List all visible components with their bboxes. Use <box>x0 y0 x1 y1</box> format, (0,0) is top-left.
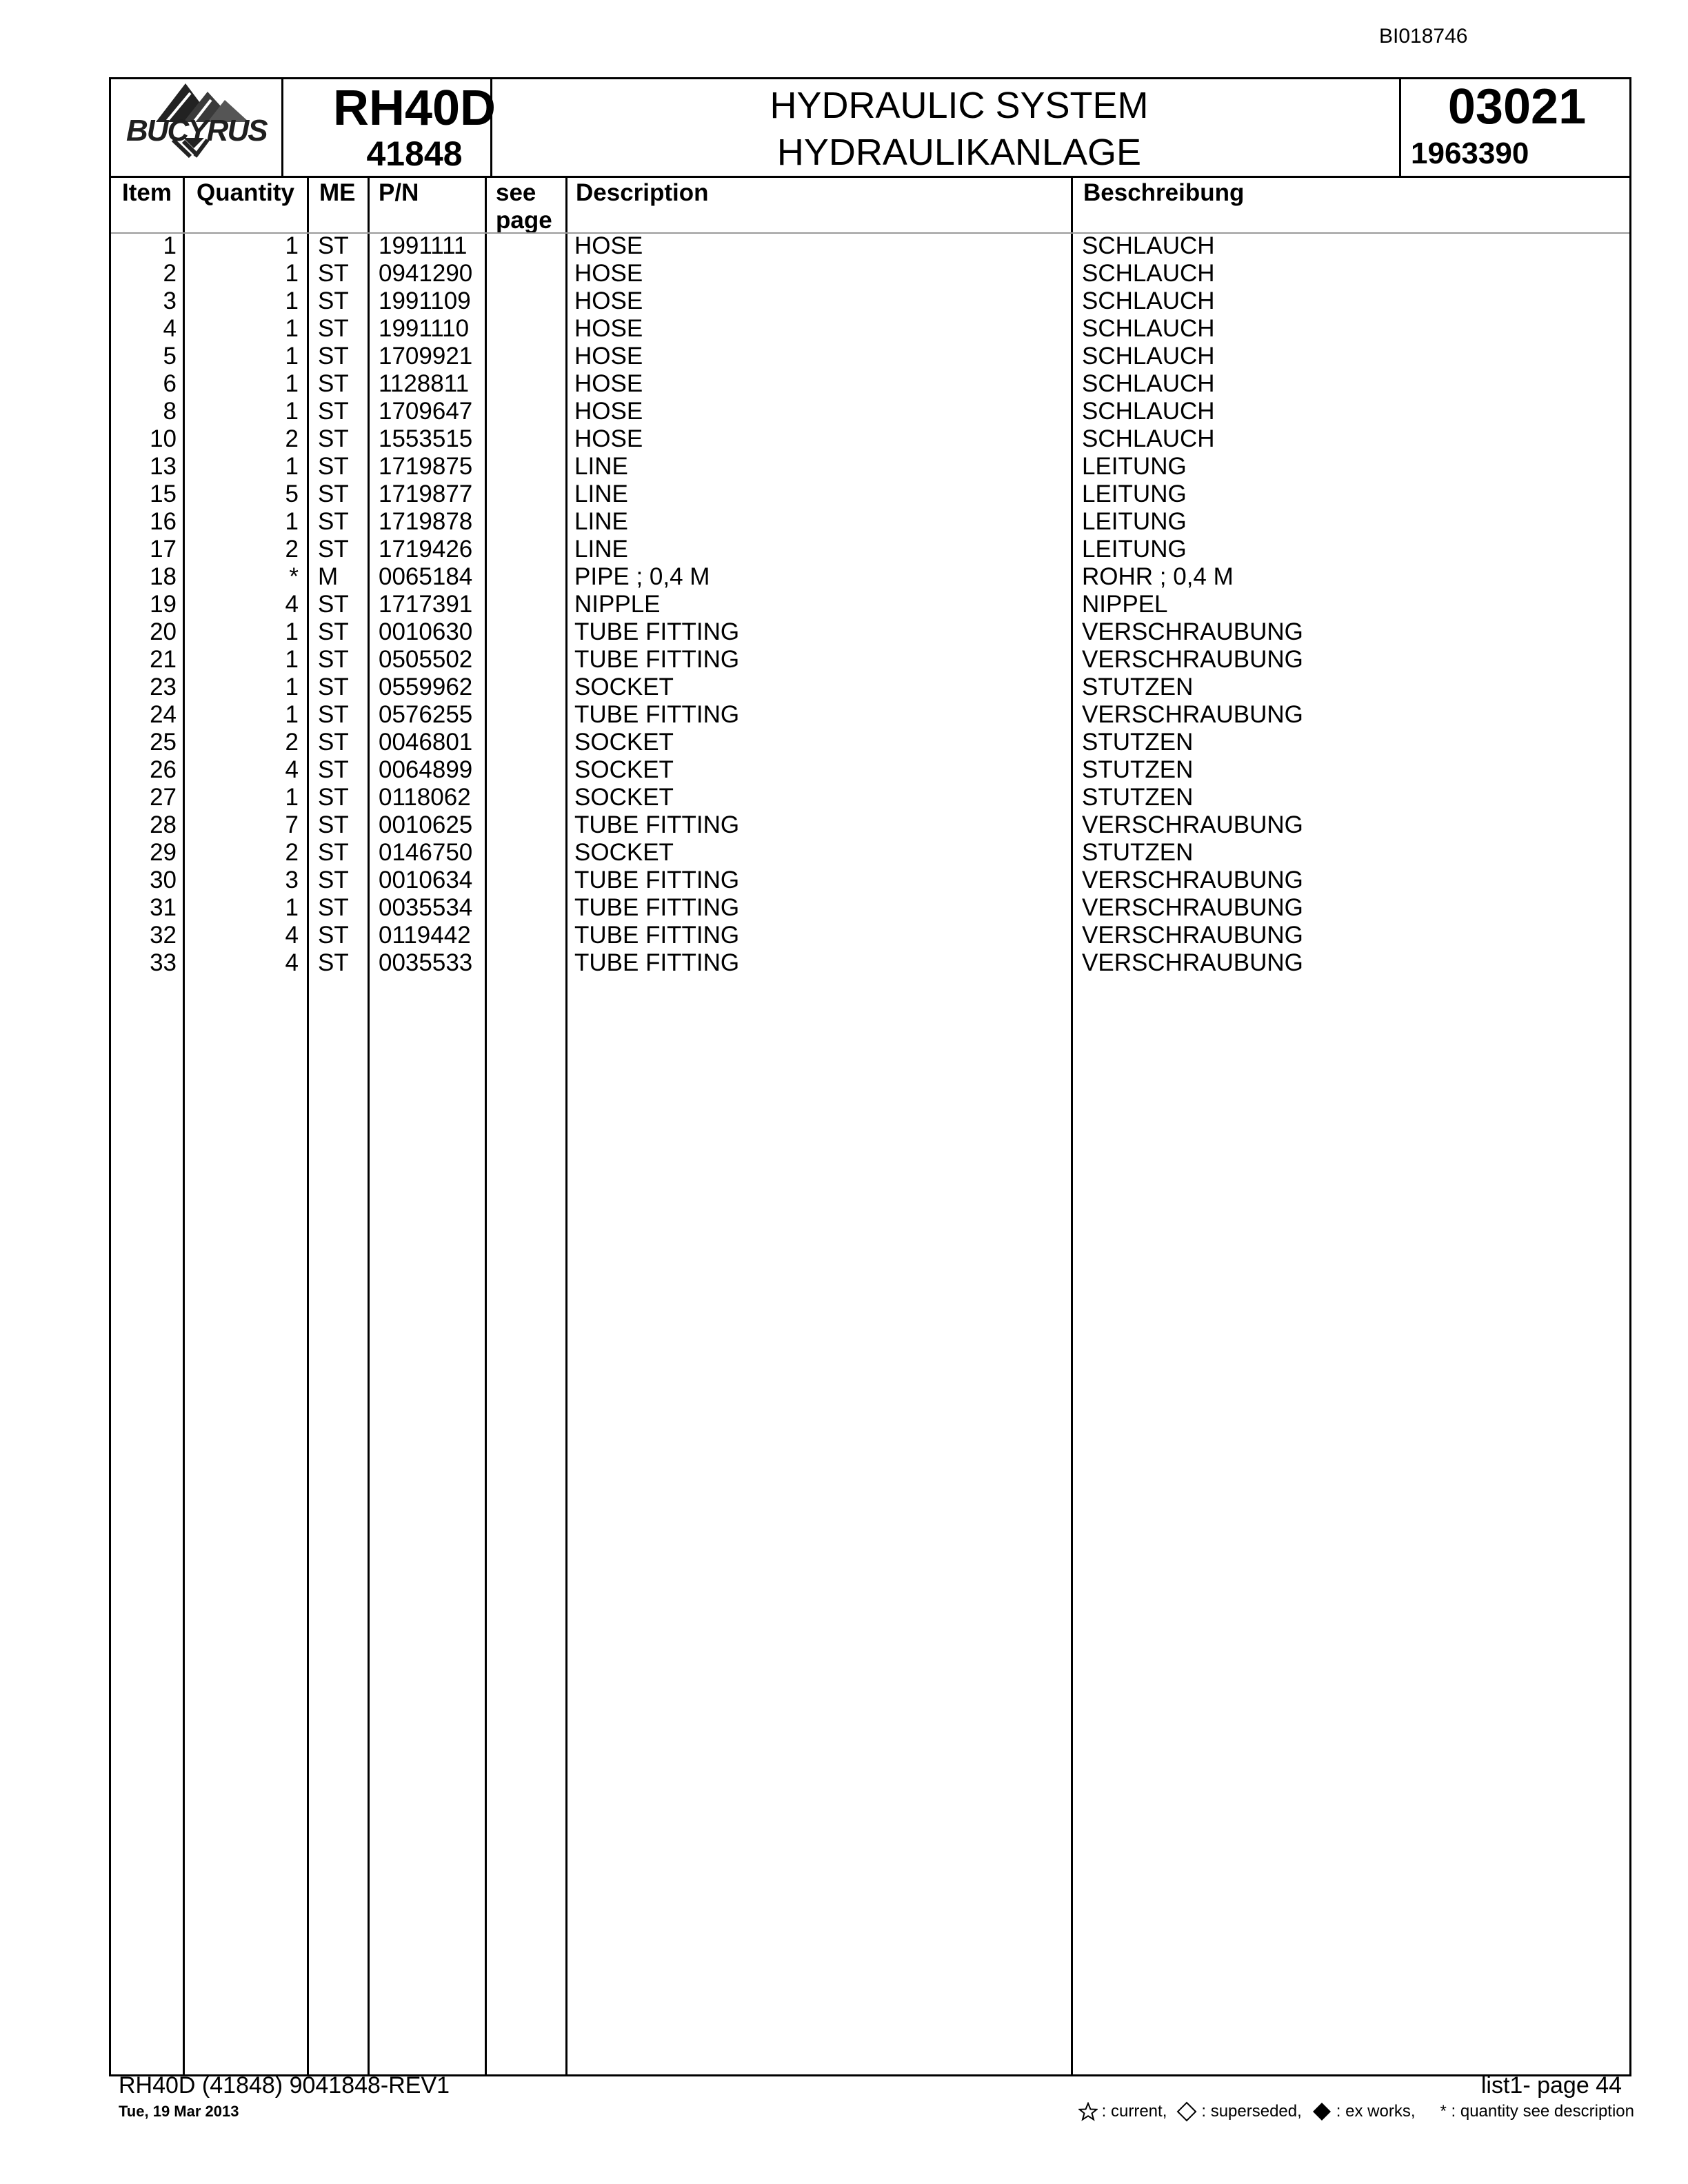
drawing-number: 1963390 <box>1411 136 1529 170</box>
beschreibung-cell: SCHLAUCH <box>1082 398 1215 425</box>
legend-current: : current, <box>1101 2102 1167 2121</box>
unit-cell: ST <box>318 425 349 452</box>
table-row <box>111 949 1629 977</box>
unit-cell: ST <box>318 674 349 700</box>
table-row <box>111 232 1629 260</box>
part-number-cell: 1719875 <box>379 453 473 480</box>
description-cell: TUBE FITTING <box>574 949 740 976</box>
item-cell: 18 <box>150 563 177 590</box>
beschreibung-cell: SCHLAUCH <box>1082 232 1215 259</box>
part-number-cell: 1709647 <box>379 398 473 425</box>
description-cell: SOCKET <box>574 674 674 700</box>
item-cell: 29 <box>150 839 177 866</box>
col-header-item: Item <box>122 179 172 206</box>
table-row <box>111 315 1629 343</box>
beschreibung-cell: VERSCHRAUBUNG <box>1082 618 1303 645</box>
description-cell: HOSE <box>574 315 643 342</box>
beschreibung-cell: LEITUNG <box>1082 453 1187 480</box>
item-cell: 20 <box>150 618 177 645</box>
table-row <box>111 591 1629 618</box>
description-cell: LINE <box>574 453 628 480</box>
unit-cell: ST <box>318 811 349 838</box>
description-cell: SOCKET <box>574 729 674 756</box>
table-row <box>111 756 1629 784</box>
table-row <box>111 867 1629 894</box>
quantity-cell: 1 <box>285 508 299 535</box>
unit-cell: ST <box>318 867 349 893</box>
diamond-outline-icon <box>1176 2101 1197 2122</box>
unit-cell: ST <box>318 784 349 811</box>
quantity-cell: 1 <box>285 315 299 342</box>
beschreibung-cell: LEITUNG <box>1082 508 1187 535</box>
description-cell: HOSE <box>574 232 643 259</box>
description-cell: LINE <box>574 481 628 507</box>
table-row <box>111 370 1629 398</box>
part-number-cell: 0010630 <box>379 618 473 645</box>
beschreibung-cell: LEITUNG <box>1082 536 1187 563</box>
part-number-cell: 0146750 <box>379 839 473 866</box>
description-cell: SOCKET <box>574 839 674 866</box>
item-cell: 23 <box>150 674 177 700</box>
quantity-cell: 1 <box>285 370 299 397</box>
footer-document-reference: RH40D (41848) 9041848-REV1 <box>119 2072 450 2099</box>
part-number-cell: 1719877 <box>379 481 473 507</box>
quantity-cell: 1 <box>285 232 299 259</box>
beschreibung-cell: VERSCHRAUBUNG <box>1082 701 1303 728</box>
col-header-see-page: see <box>496 179 536 206</box>
beschreibung-cell: SCHLAUCH <box>1082 343 1215 370</box>
description-cell: TUBE FITTING <box>574 646 740 673</box>
description-cell: HOSE <box>574 343 643 370</box>
quantity-cell: 1 <box>285 287 299 314</box>
description-cell: TUBE FITTING <box>574 894 740 921</box>
item-cell: 26 <box>150 756 177 783</box>
part-number-cell: 0576255 <box>379 701 473 728</box>
part-number-cell: 0010625 <box>379 811 473 838</box>
unit-cell: ST <box>318 894 349 921</box>
document-id: BI018746 <box>1379 25 1468 48</box>
table-row <box>111 481 1629 508</box>
quantity-cell: 4 <box>285 949 299 976</box>
table-row <box>111 674 1629 701</box>
quantity-cell: 2 <box>285 839 299 866</box>
column-header-row <box>111 177 1629 232</box>
part-number-cell: 0118062 <box>379 784 471 811</box>
beschreibung-cell: STUTZEN <box>1082 756 1194 783</box>
unit-cell: ST <box>318 618 349 645</box>
beschreibung-cell: STUTZEN <box>1082 729 1194 756</box>
beschreibung-cell: ROHR ; 0,4 M <box>1082 563 1234 590</box>
table-row <box>111 453 1629 481</box>
beschreibung-cell: SCHLAUCH <box>1082 425 1215 452</box>
beschreibung-cell: STUTZEN <box>1082 839 1194 866</box>
title-german: HYDRAULIKANLAGE <box>776 132 1142 173</box>
item-cell: 32 <box>150 922 177 949</box>
item-cell: 33 <box>150 949 177 976</box>
beschreibung-cell: LEITUNG <box>1082 481 1187 507</box>
table-row <box>111 260 1629 287</box>
table-row <box>111 811 1629 839</box>
beschreibung-cell: VERSCHRAUBUNG <box>1082 949 1303 976</box>
quantity-cell: 1 <box>285 260 299 287</box>
quantity-cell: 1 <box>285 784 299 811</box>
footer-page-number: list1- page 44 <box>1480 2072 1622 2099</box>
description-cell: TUBE FITTING <box>574 922 740 949</box>
table-row <box>111 536 1629 563</box>
unit-cell: ST <box>318 591 349 618</box>
col-header-quantity: Quantity <box>197 179 294 206</box>
description-cell: HOSE <box>574 398 643 425</box>
part-number-cell: 1991111 <box>379 232 468 259</box>
unit-cell: ST <box>318 287 349 314</box>
table-row <box>111 922 1629 949</box>
description-cell: TUBE FITTING <box>574 811 740 838</box>
table-row <box>111 839 1629 867</box>
item-cell: 13 <box>150 453 177 480</box>
item-cell: 25 <box>150 729 177 756</box>
part-number-cell: 1717391 <box>379 591 473 618</box>
beschreibung-cell: VERSCHRAUBUNG <box>1082 811 1303 838</box>
beschreibung-cell: STUTZEN <box>1082 784 1194 811</box>
logo-wordmark: BUCYRUS <box>126 114 267 148</box>
parts-table-body <box>111 232 1629 977</box>
table-row <box>111 563 1629 591</box>
unit-cell: ST <box>318 343 349 370</box>
item-cell: 1 <box>163 232 177 259</box>
item-cell: 28 <box>150 811 177 838</box>
quantity-cell: 3 <box>285 867 299 893</box>
description-cell: SOCKET <box>574 784 674 811</box>
item-cell: 8 <box>163 398 177 425</box>
footer-legend <box>1078 2101 1634 2122</box>
legend-ex-works: : ex works, <box>1336 2102 1416 2121</box>
item-cell: 30 <box>150 867 177 893</box>
item-cell: 5 <box>163 343 177 370</box>
beschreibung-cell: SCHLAUCH <box>1082 287 1215 314</box>
quantity-cell: 1 <box>285 701 299 728</box>
unit-cell: ST <box>318 315 349 342</box>
diamond-filled-icon <box>1312 2101 1332 2122</box>
unit-cell: ST <box>318 756 349 783</box>
description-cell: HOSE <box>574 370 643 397</box>
part-number-cell: 0046801 <box>379 729 473 756</box>
table-row <box>111 343 1629 370</box>
part-number-cell: 0035534 <box>379 894 473 921</box>
quantity-cell: 2 <box>285 536 299 563</box>
description-cell: TUBE FITTING <box>574 618 740 645</box>
quantity-cell: 4 <box>285 922 299 949</box>
description-cell: TUBE FITTING <box>574 701 740 728</box>
table-row <box>111 701 1629 729</box>
item-cell: 4 <box>163 315 177 342</box>
unit-cell: ST <box>318 453 349 480</box>
beschreibung-cell: VERSCHRAUBUNG <box>1082 646 1303 673</box>
unit-cell: M <box>318 563 339 590</box>
item-cell: 6 <box>163 370 177 397</box>
table-row <box>111 894 1629 922</box>
quantity-cell: 1 <box>285 453 299 480</box>
item-cell: 16 <box>150 508 177 535</box>
beschreibung-cell: STUTZEN <box>1082 674 1194 700</box>
part-number-cell: 0064899 <box>379 756 473 783</box>
quantity-cell: * <box>289 563 299 590</box>
item-cell: 31 <box>150 894 177 921</box>
item-cell: 17 <box>150 536 177 563</box>
part-number-cell: 1709921 <box>379 343 473 370</box>
star-icon <box>1078 2102 1098 2121</box>
part-number-cell: 0559962 <box>379 674 473 700</box>
item-cell: 10 <box>150 425 177 452</box>
description-cell: HOSE <box>574 260 643 287</box>
quantity-cell: 1 <box>285 646 299 673</box>
quantity-cell: 1 <box>285 398 299 425</box>
table-row <box>111 508 1629 536</box>
table-row <box>111 618 1629 646</box>
legend-quantity: * : quantity see description <box>1440 2102 1634 2121</box>
description-cell: TUBE FITTING <box>574 867 740 893</box>
quantity-cell: 1 <box>285 343 299 370</box>
beschreibung-cell: NIPPEL <box>1082 591 1168 618</box>
part-number-cell: 1991110 <box>379 315 470 342</box>
part-number-cell: 1719878 <box>379 508 473 535</box>
part-number-cell: 0941290 <box>379 260 473 287</box>
group-number: 03021 <box>1447 79 1587 134</box>
quantity-cell: 4 <box>285 756 299 783</box>
table-row <box>111 729 1629 756</box>
description-cell: SOCKET <box>574 756 674 783</box>
part-number-cell: 1991109 <box>379 287 471 314</box>
model-name: RH40D <box>332 81 496 136</box>
description-cell: HOSE <box>574 425 643 452</box>
col-header-see-page-2: page <box>496 207 552 234</box>
part-number-cell: 1719426 <box>379 536 473 563</box>
quantity-cell: 2 <box>285 425 299 452</box>
quantity-cell: 2 <box>285 729 299 756</box>
footer-date: Tue, 19 Mar 2013 <box>119 2103 239 2120</box>
quantity-cell: 4 <box>285 591 299 618</box>
beschreibung-cell: VERSCHRAUBUNG <box>1082 867 1303 893</box>
serial-number: 41848 <box>366 134 463 173</box>
unit-cell: ST <box>318 646 349 673</box>
beschreibung-cell: SCHLAUCH <box>1082 370 1215 397</box>
item-cell: 21 <box>150 646 177 673</box>
beschreibung-cell: VERSCHRAUBUNG <box>1082 922 1303 949</box>
unit-cell: ST <box>318 398 349 425</box>
unit-cell: ST <box>318 370 349 397</box>
quantity-cell: 1 <box>285 618 299 645</box>
col-header-pn: P/N <box>379 179 419 206</box>
parts-list-frame <box>109 77 1631 2076</box>
beschreibung-cell: SCHLAUCH <box>1082 260 1215 287</box>
unit-cell: ST <box>318 701 349 728</box>
unit-cell: ST <box>318 536 349 563</box>
quantity-cell: 7 <box>285 811 299 838</box>
col-header-description: Description <box>576 179 709 206</box>
part-number-cell: 0505502 <box>379 646 473 673</box>
quantity-cell: 1 <box>285 674 299 700</box>
unit-cell: ST <box>318 922 349 949</box>
title-english: HYDRAULIC SYSTEM <box>770 85 1149 126</box>
part-number-cell: 0119442 <box>379 922 471 949</box>
quantity-cell: 5 <box>285 481 299 507</box>
description-cell: HOSE <box>574 287 643 314</box>
unit-cell: ST <box>318 508 349 535</box>
part-number-cell: 1128811 <box>379 370 470 397</box>
quantity-cell: 1 <box>285 894 299 921</box>
item-cell: 3 <box>163 287 177 314</box>
item-cell: 24 <box>150 701 177 728</box>
item-cell: 27 <box>150 784 177 811</box>
part-number-cell: 0035533 <box>379 949 473 976</box>
legend-superseded: : superseded, <box>1201 2102 1302 2121</box>
unit-cell: ST <box>318 729 349 756</box>
part-number-cell: 1553515 <box>379 425 473 452</box>
unit-cell: ST <box>318 839 349 866</box>
col-header-beschreibung: Beschreibung <box>1083 179 1245 206</box>
description-cell: LINE <box>574 536 628 563</box>
part-number-cell: 0065184 <box>379 563 473 590</box>
table-row <box>111 784 1629 811</box>
part-number-cell: 0010634 <box>379 867 473 893</box>
description-cell: LINE <box>574 508 628 535</box>
description-cell: NIPPLE <box>574 591 661 618</box>
item-cell: 19 <box>150 591 177 618</box>
unit-cell: ST <box>318 949 349 976</box>
unit-cell: ST <box>318 260 349 287</box>
beschreibung-cell: VERSCHRAUBUNG <box>1082 894 1303 921</box>
unit-cell: ST <box>318 481 349 507</box>
item-cell: 2 <box>163 260 177 287</box>
beschreibung-cell: SCHLAUCH <box>1082 315 1215 342</box>
item-cell: 15 <box>150 481 177 507</box>
table-row <box>111 287 1629 315</box>
unit-cell: ST <box>318 232 349 259</box>
table-row <box>111 646 1629 674</box>
table-row <box>111 398 1629 425</box>
description-cell: PIPE ; 0,4 M <box>574 563 710 590</box>
table-row <box>111 425 1629 453</box>
col-header-me: ME <box>319 179 356 206</box>
